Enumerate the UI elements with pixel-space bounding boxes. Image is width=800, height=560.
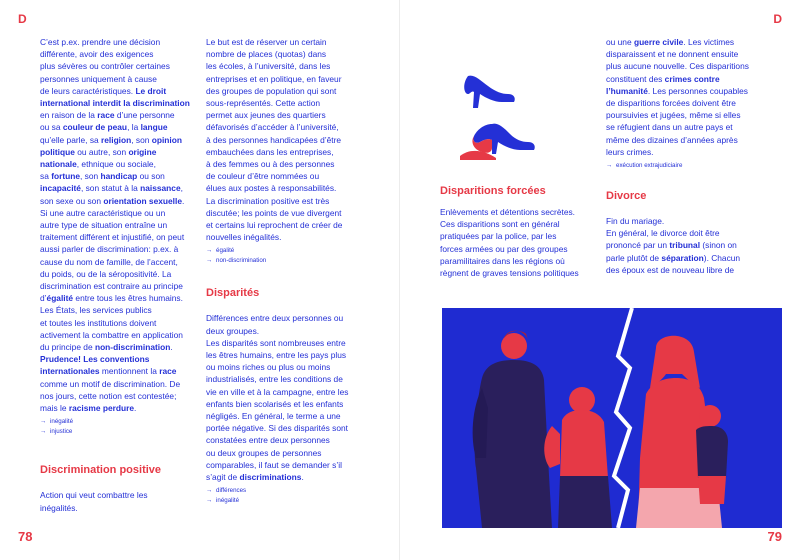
text-line: comme un motif de discrimination. De <box>40 378 181 389</box>
text-line: s’agit de discriminations. <box>206 472 304 483</box>
text-line: comparables, il faut se demander s’il <box>206 459 342 470</box>
text-line: à des personnes handicapées d’être <box>206 134 342 145</box>
text-line: et toutes les institutions doivent <box>40 317 157 328</box>
text-line: nouvelles inégalités. <box>206 232 282 243</box>
cross-reference-link[interactable]: → inégalité <box>40 418 74 426</box>
text-line: portée négative. Si des disparités sont <box>206 423 348 434</box>
text-line: négligés. En général, le terme a une <box>206 411 341 422</box>
text-line: son sexe ou son orientation sexuelle. <box>40 195 185 206</box>
text-line: Enlèvements et détentions secrètes. <box>440 207 576 217</box>
text-line: Les disparités sont nombreuses entre <box>206 337 346 348</box>
text-line: des époux est de nouveau libre de <box>606 264 735 275</box>
text-line: constituent des crimes contre <box>606 73 720 84</box>
text-line: en raison de la race d’une personne <box>40 110 175 121</box>
cross-reference-link[interactable]: → égalité <box>206 247 235 255</box>
entry-heading: Disparitions forcées <box>440 185 546 197</box>
text-line: Action qui veut combattre les <box>40 490 148 501</box>
text-line: nombre de places (quotas) dans <box>206 49 327 60</box>
text-line: l’humanité. Les personnes coupables <box>606 85 748 96</box>
text-line: Le but est de réserver un certain <box>206 37 327 47</box>
text-line: d’égalité entre tous les êtres humains. <box>40 293 183 304</box>
right-page <box>400 0 800 560</box>
text-line: cause du nom de famille, de l’accent, <box>40 256 178 267</box>
arrow-icon: → <box>206 487 213 495</box>
arrow-icon: → <box>606 162 613 170</box>
text-line: embauchées dans les entreprises, <box>206 146 334 157</box>
text-line: ou une guerre civile. Les victimes <box>606 37 735 47</box>
text-line: La discrimination positive est très <box>206 195 330 206</box>
text-line: politique ou autre, son origine <box>40 146 157 157</box>
text-line: de leurs caractéristiques. Le droit <box>40 85 167 96</box>
column-3 <box>440 184 600 279</box>
text-line: ou moins riches ou plus ou moins <box>206 362 331 373</box>
text-line: discutée; les points de vue divergent <box>206 207 342 218</box>
left-page-number: 78 <box>18 529 33 544</box>
text-line: nationale, ethnique ou sociale, <box>40 159 156 170</box>
text-line: prononcé par un tribunal (sinon on <box>606 240 737 251</box>
arrow-icon: → <box>40 418 47 426</box>
text-line: sous-représentés. Cette action <box>206 98 321 109</box>
text-line: deux groupes. <box>206 325 260 336</box>
text-line: activement la combattre en application <box>40 329 183 340</box>
text-line: disparaissent et ne donnent ensuite <box>606 49 739 60</box>
text-line: à des femmes ou à des personnes <box>206 159 335 170</box>
text-line: et certains lui reprochent de créer de <box>206 220 343 231</box>
text-line: entreprises et en politique, en faveur <box>206 73 342 84</box>
column-1 <box>40 36 200 514</box>
entry-heading: Discrimination positive <box>40 464 162 477</box>
text-line: de couleur d’être nommées ou <box>206 171 320 182</box>
text-line: règnent de graves tensions politiques <box>440 268 579 279</box>
arrow-icon: → <box>206 497 213 505</box>
text-line: internationales mentionnent la race <box>40 366 177 377</box>
text-line: poursuivies et jugées, même si elles <box>606 110 741 121</box>
text-line: sa fortune, son handicap ou son <box>40 171 165 182</box>
text-line: inégalités. <box>40 502 78 513</box>
text-line: des groupes de population qui sont <box>206 85 337 96</box>
text-line: ou deux groupes de personnes <box>206 447 322 458</box>
text-line: qu’elle parle, sa religion, son opinion <box>40 134 182 145</box>
text-line: En général, le divorce doit être <box>606 228 720 239</box>
text-line: défavorisés d’accéder à l’université, <box>206 122 339 133</box>
text-line: mais le racisme perdure. <box>40 403 137 414</box>
cross-references <box>40 417 200 437</box>
cross-references <box>206 486 386 506</box>
text-line: permet aux jeunes des quartiers <box>206 110 326 121</box>
cross-reference-link[interactable]: → exécution extrajudiciaire <box>606 162 683 170</box>
text-line: discrimination est contraire au principe <box>40 281 183 292</box>
text-line: ou sa couleur de peau, la langue <box>40 122 168 133</box>
text-line: les écoles, à l’université, dans les <box>206 61 331 72</box>
entry-heading: Disparités <box>206 287 260 300</box>
text-line: traitement différent et injustifié, on peut <box>40 232 185 243</box>
text-line: du poids, ou de la séropositivité. La <box>40 268 172 279</box>
cross-reference-link[interactable]: → injustice <box>40 428 73 436</box>
text-line: même des dizaines d’années après <box>606 134 738 145</box>
text-line: C’est p.ex. prendre une décision <box>40 37 161 47</box>
cross-reference-link[interactable]: → différences <box>206 487 247 495</box>
text-line: paramilitaires dans les régions où <box>440 255 565 266</box>
text-line: Prudence! Les conventions <box>40 354 150 365</box>
broken-shoe-icon <box>460 124 535 160</box>
text-line: Les États, les services publics <box>40 305 152 316</box>
text-line: leurs crimes. <box>606 146 654 157</box>
text-line: différente, avoir des exigences <box>40 49 154 60</box>
text-line: plus aucune nouvelle. Ces disparitions <box>606 61 749 72</box>
blue-shoe-icon <box>464 76 515 108</box>
cross-references <box>606 161 782 171</box>
text-line: élues aux postes à responsabilités. <box>206 183 337 194</box>
text-line: industrialisés, entre les conditions de <box>206 374 343 385</box>
text-line: se réfugient dans un autre pays et <box>606 122 733 133</box>
entry-heading: Divorce <box>606 190 647 203</box>
text-line: les êtres humains, entre les pays plus <box>206 350 347 361</box>
text-line: constatées entre deux personnes <box>206 435 330 446</box>
text-line: vie en ville et à la campagne, entre les <box>206 386 349 397</box>
text-line: plus sévères ou contrôler certaines <box>40 61 170 72</box>
text-line: personnes uniquement à cause <box>40 73 157 84</box>
left-section-letter: D <box>18 12 27 26</box>
text-line: Différences entre deux personnes ou <box>206 313 344 324</box>
text-line: international interdit la discrimination <box>40 98 190 109</box>
text-line: nos jours, cette notion est contestée; <box>40 390 177 401</box>
text-line: pratiquées par la police, par les <box>440 231 557 242</box>
text-line: enfants bien scolarisés et les enfants <box>206 398 344 409</box>
column-4 <box>606 36 782 276</box>
shoes-illustration <box>440 70 550 170</box>
arrow-icon: → <box>206 257 213 265</box>
right-section-letter: D <box>773 12 782 26</box>
text-line: du principe de non-discrimination. <box>40 342 173 353</box>
text-line: incapacité, son statut à la naissance, <box>40 183 183 194</box>
text-line: Ces disparitions sont en général <box>440 219 560 230</box>
cross-references <box>206 246 386 266</box>
arrow-icon: → <box>40 428 47 436</box>
text-line: aussi parler de discrimination: p.ex. à <box>40 244 179 255</box>
column-2 <box>206 36 386 506</box>
family-illustration <box>442 308 782 528</box>
cross-reference-link[interactable]: → inégalité <box>206 497 240 505</box>
arrow-icon: → <box>206 247 213 255</box>
text-line: forces armées ou par des groupes <box>440 243 568 254</box>
cross-reference-link[interactable]: → non-discrimination <box>206 257 267 265</box>
text-line: Si une autre caractéristique ou un <box>40 207 166 218</box>
text-line: autre type de situation entraîne un <box>40 220 168 231</box>
text-line: Fin du mariage. <box>606 216 665 227</box>
text-line: parle plutôt de séparation). Chacun <box>606 252 741 263</box>
right-page-number: 79 <box>767 529 782 544</box>
text-line: de disparitions forcées doivent être <box>606 98 736 109</box>
